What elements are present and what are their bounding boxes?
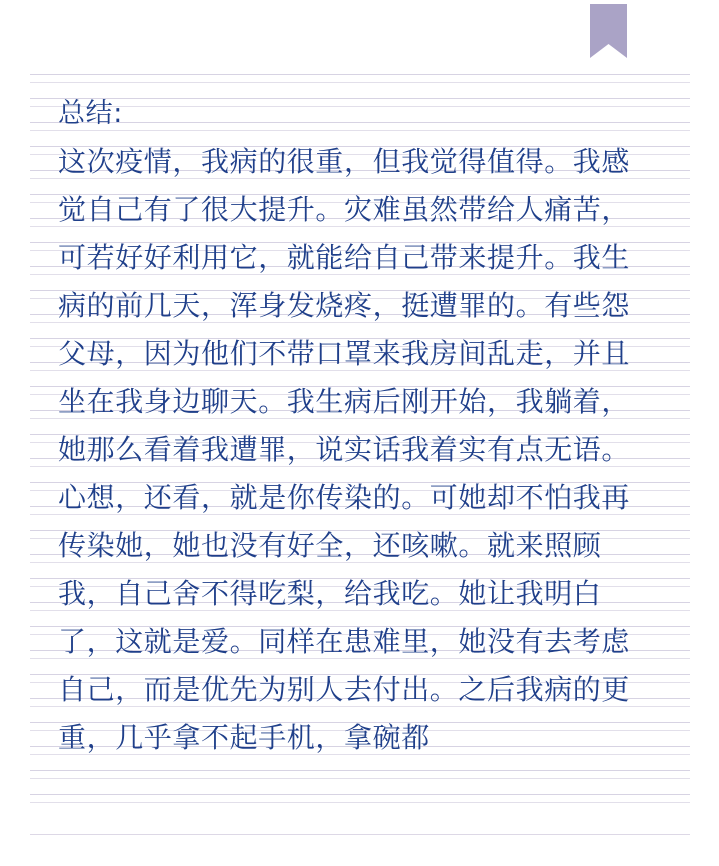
bookmark-icon[interactable] (590, 4, 627, 58)
document-heading: 总结: (58, 98, 123, 129)
document-content (58, 90, 644, 762)
lined-paper (30, 66, 690, 818)
document-body: 这次疫情，我病的很重，但我觉得值得。我感觉自己有了很大提升。灾难虽然带给人痛苦，可若好好利用它，就能给自己带来提升。我生病的前几天，浑身发烧疼，挺遭罪的。有些怨父母，因为他们不带口罩来我房间乱走，并且坐在我身边聊天。我生病后刚开始，我躺着，她那么看着我遭罪，说实话我着实有点无语。心想，还看，就是你传染的。可她却不怕我再传染她，她也没有好全，还咳嗽。就来照顾我，自己舍不得吃梨，给我吃。她让我明白了，这就是爱。同样在患难里，她没有去考虑自己，而是优先为别人去付出。之后我病的更重，几乎拿不起手机，拿碗都 (58, 145, 631, 754)
bottom-divider (30, 834, 690, 835)
